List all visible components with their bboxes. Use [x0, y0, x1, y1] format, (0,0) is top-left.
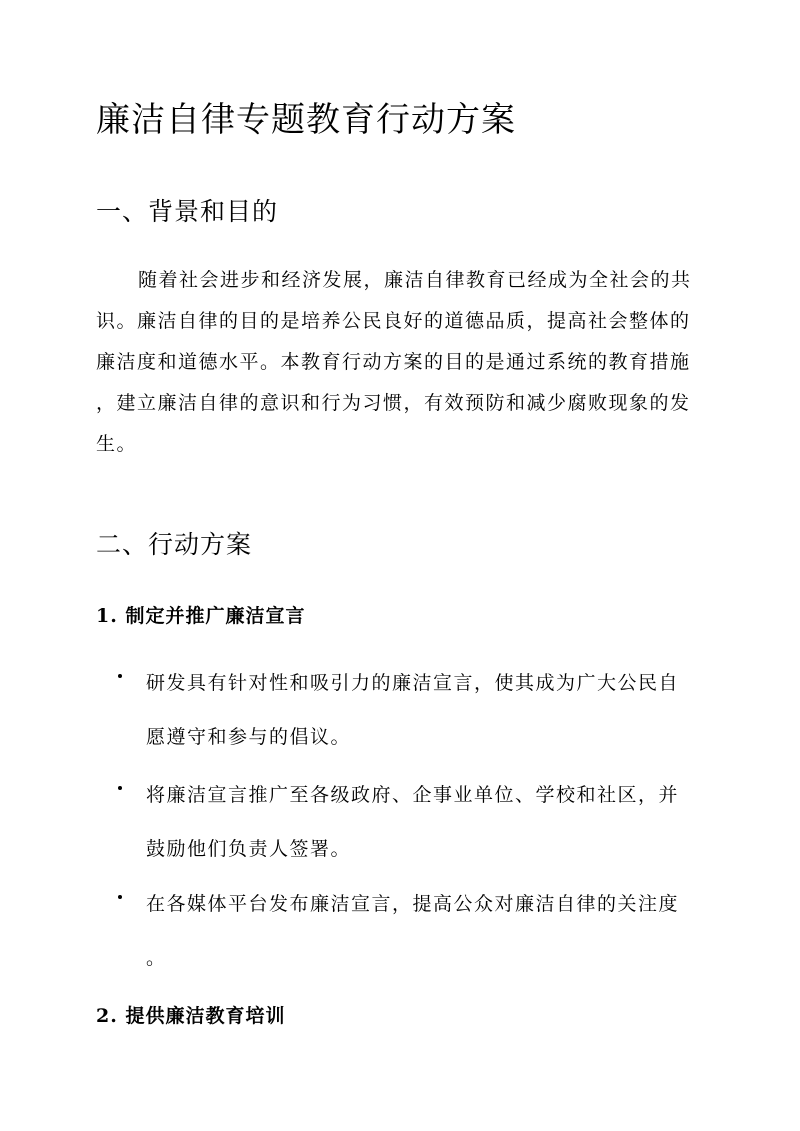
- paragraph-line: 廉洁度和道德水平。本教育行动方案的目的是通过系统的教育措施: [96, 351, 691, 373]
- list-item: [118, 768, 698, 876]
- paragraph-line: 生。: [96, 433, 138, 455]
- list-item: [118, 877, 698, 985]
- background-paragraph: [96, 260, 706, 465]
- list-item-line: 在各媒体平台发布廉洁宣言，提高公众对廉洁自律的关注度: [146, 893, 680, 915]
- section-heading-background: 一、背景和目的: [96, 197, 279, 226]
- bullet-icon: [118, 674, 122, 678]
- subsection-heading-declaration: 1. 制定并推广廉洁宣言: [96, 605, 306, 627]
- section-heading-action-plan: 二、行动方案: [96, 530, 253, 559]
- list-item-line: 将廉洁宣言推广至各级政府、企事业单位、学校和社区，并: [146, 784, 680, 806]
- document-title: 廉洁自律专题教育行动方案: [96, 100, 516, 140]
- paragraph-line: 随着社会进步和经济发展，廉洁自律教育已经成为全社会的共: [138, 269, 692, 291]
- list-item-text: [146, 877, 698, 985]
- bullet-icon: [118, 786, 122, 790]
- list-item-line: 愿遵守和参与的倡议。: [146, 726, 352, 748]
- list-item-text: [146, 656, 698, 764]
- list-item-line: 研发具有针对性和吸引力的廉洁宣言，使其成为广大公民自: [146, 672, 680, 694]
- subsection-heading-training: 2. 提供廉洁教育培训: [96, 1005, 286, 1027]
- list-item-text: [146, 768, 698, 876]
- list-item: [118, 656, 698, 764]
- list-item-line: 鼓励他们负责人签署。: [146, 838, 352, 860]
- list-item-line: 。: [146, 947, 167, 969]
- paragraph-line: ，建立廉洁自律的意识和行为习惯，有效预防和减少腐败现象的发: [96, 392, 691, 414]
- bullet-icon: [118, 895, 122, 899]
- paragraph-line: 识。廉洁自律的目的是培养公民良好的道德品质，提高社会整体的: [96, 310, 691, 332]
